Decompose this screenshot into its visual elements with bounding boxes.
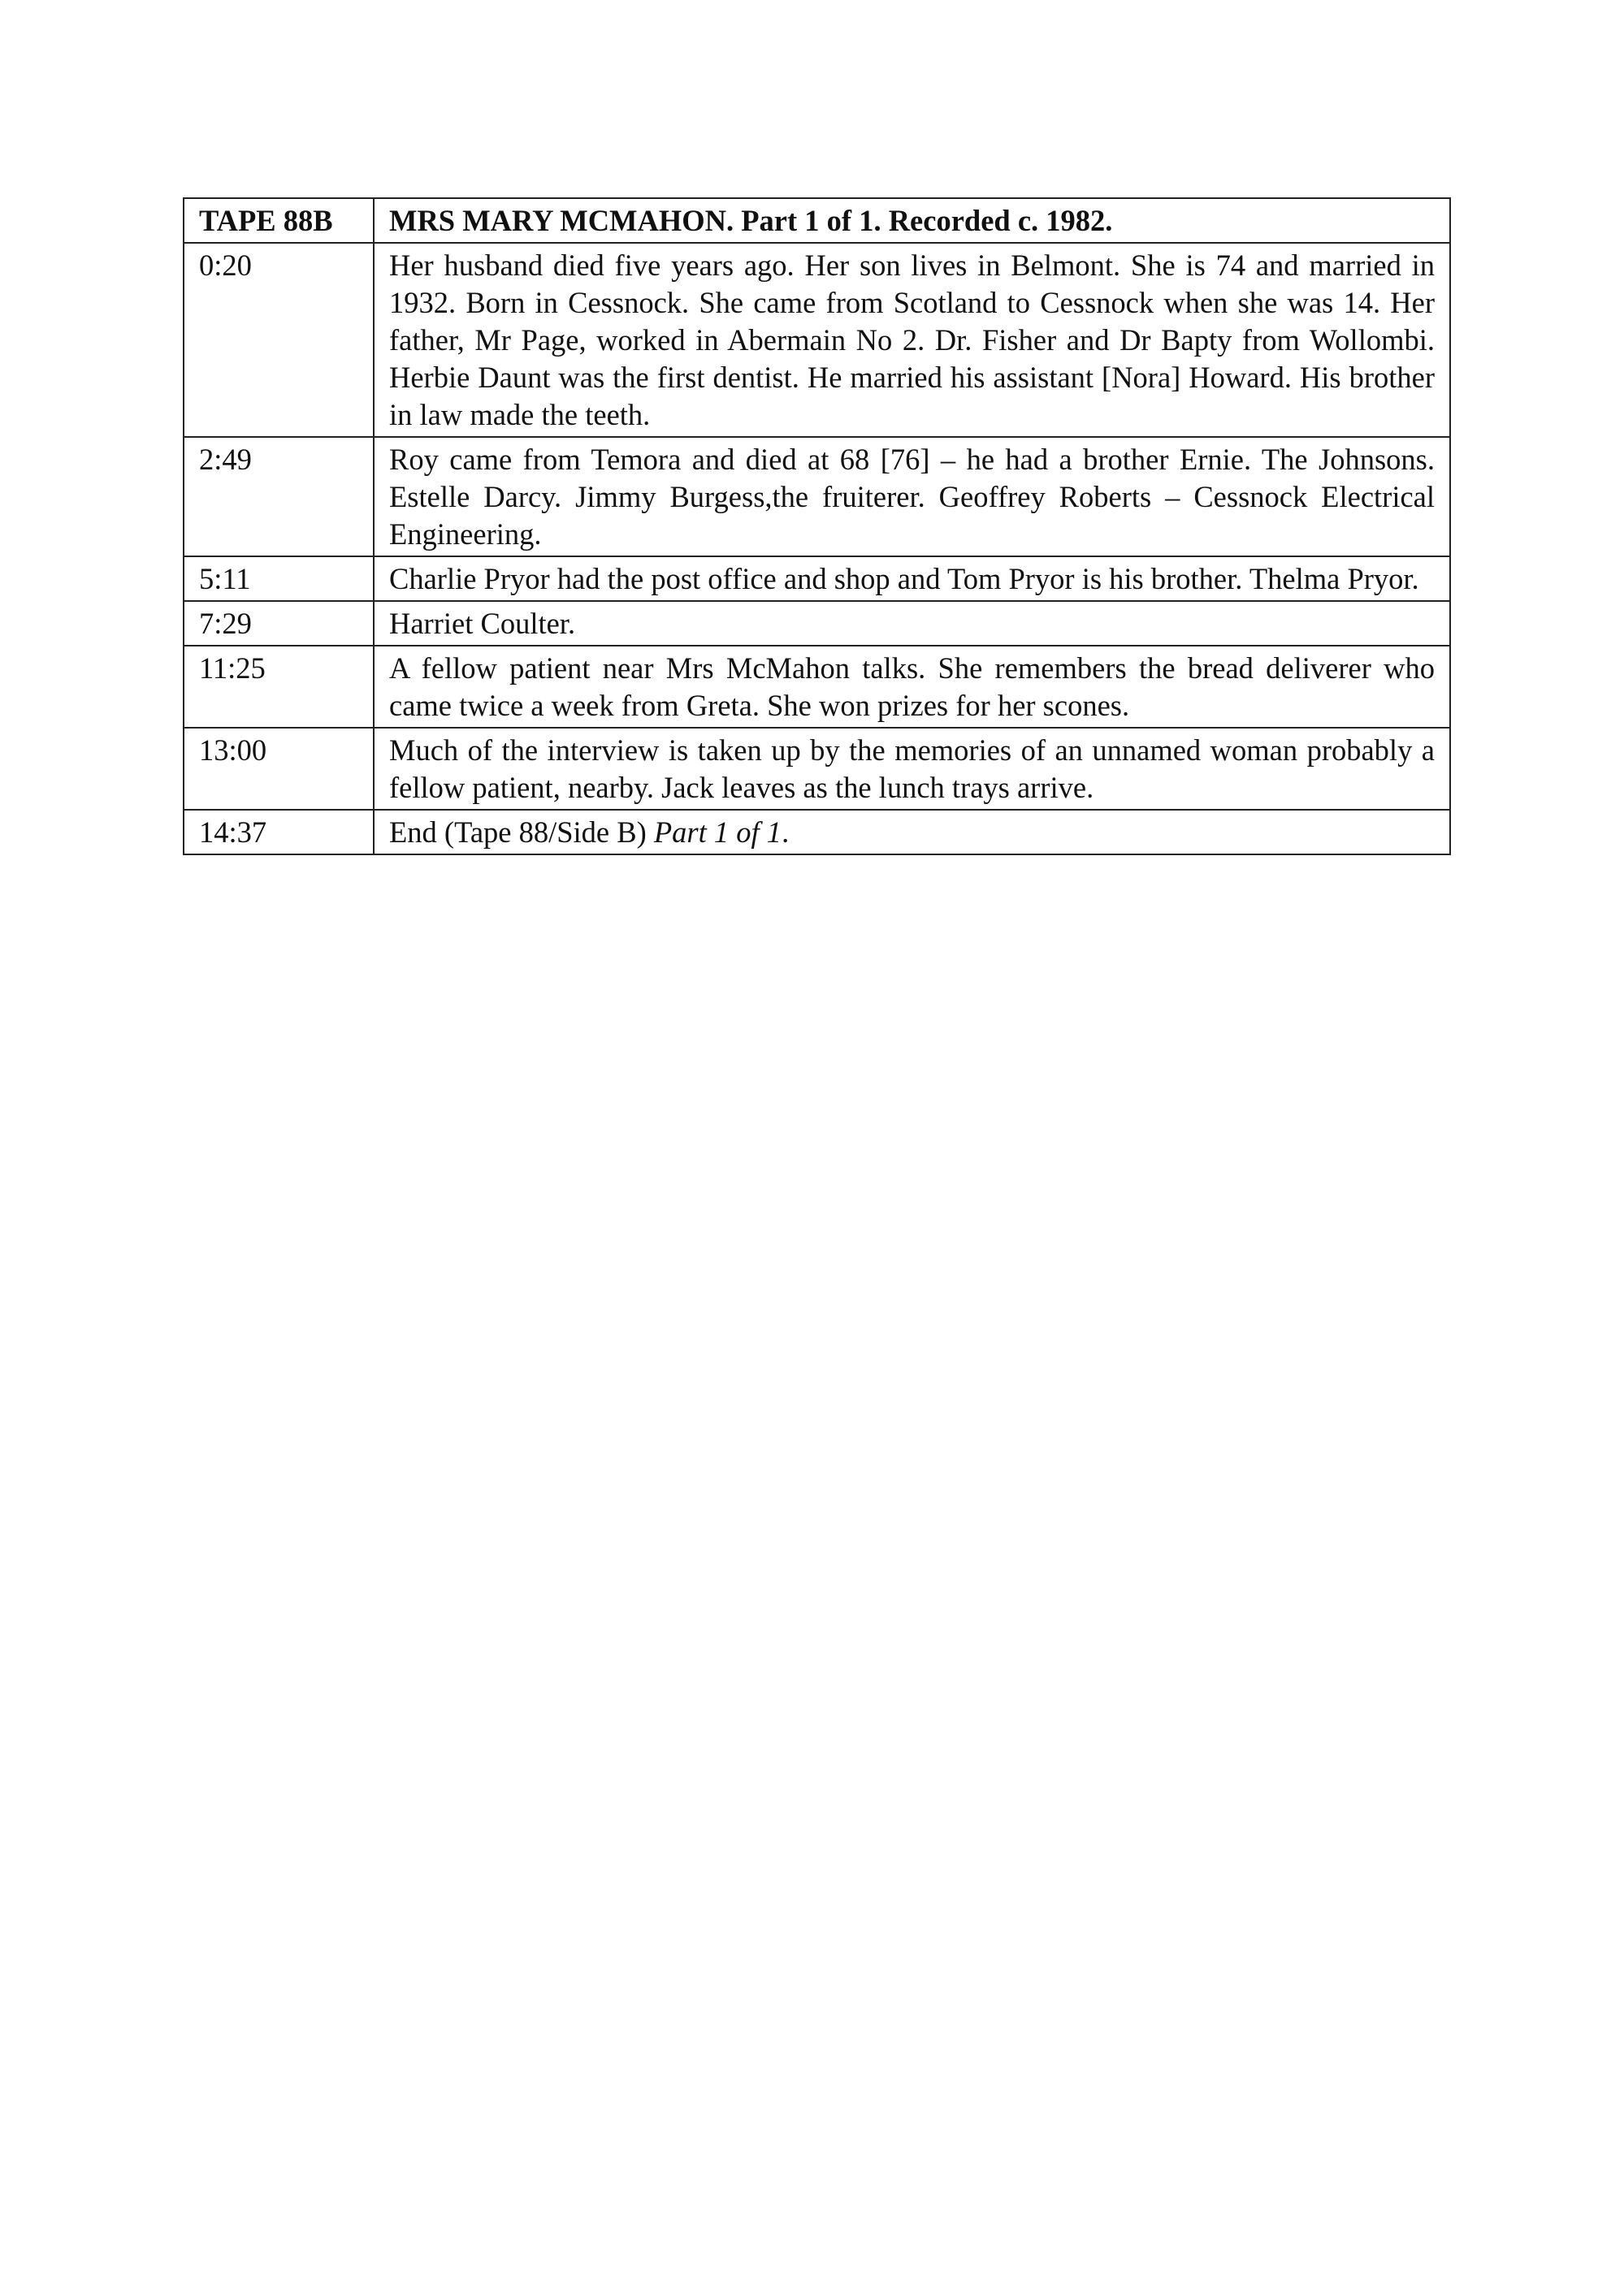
timestamp-cell: 2:49 (184, 437, 374, 556)
summary-cell: Much of the interview is taken up by the memories of an unnamed woman probably a fellow patient, nearby. Jack leaves as the lunch trays arrive. (374, 728, 1450, 810)
summary-cell: Charlie Pryor had the post office and shop and Tom Pryor is his brother. Thelma Pryor. (374, 556, 1450, 601)
timestamp-cell: 7:29 (184, 601, 374, 646)
end-part-label: Part 1 of 1 (653, 815, 782, 849)
table-row (184, 437, 1450, 556)
end-summary-cell (374, 810, 1450, 854)
table-row (184, 243, 1450, 437)
summary-cell: Roy came from Temora and died at 68 [76] – he had a brother Ernie. The Johnsons. Estelle Darcy. Jimmy Burgess,the fruiterer. Geoffrey Roberts – Cessnock Electrical Engineering. (374, 437, 1450, 556)
table-header-row (184, 198, 1450, 243)
table-row (184, 810, 1450, 854)
tape-log-table (183, 197, 1451, 855)
timestamp-cell: 5:11 (184, 556, 374, 601)
table-row (184, 601, 1450, 646)
end-text: End (Tape 88/Side B) (389, 815, 647, 849)
recording-title-cell: MRS MARY MCMAHON. Part 1 of 1. Recorded c. 1982. (374, 198, 1450, 243)
summary-cell: Harriet Coulter. (374, 601, 1450, 646)
summary-cell: A fellow patient near Mrs McMahon talks. She remembers the bread deliverer who came twice a week from Greta. She won prizes for her scones. (374, 646, 1450, 728)
table-row (184, 646, 1450, 728)
end-punctuation: . (782, 815, 790, 849)
timestamp-cell: 0:20 (184, 243, 374, 437)
tape-id-cell: TAPE 88B (184, 198, 374, 243)
timestamp-cell: 13:00 (184, 728, 374, 810)
summary-cell: Her husband died five years ago. Her son lives in Belmont. She is 74 and married in 1932. Born in Cessnock. She came from Scotland to Cessnock when she was 14. Her father, Mr Page, worked in Abermain No 2. Dr. Fisher and Dr Bapty from Wollombi. Herbie Daunt was the first dentist. He married his assistant [Nora] Howard. His brother in law made the teeth. (374, 243, 1450, 437)
table-row (184, 556, 1450, 601)
timestamp-cell: 11:25 (184, 646, 374, 728)
timestamp-cell: 14:37 (184, 810, 374, 854)
table-row (184, 728, 1450, 810)
